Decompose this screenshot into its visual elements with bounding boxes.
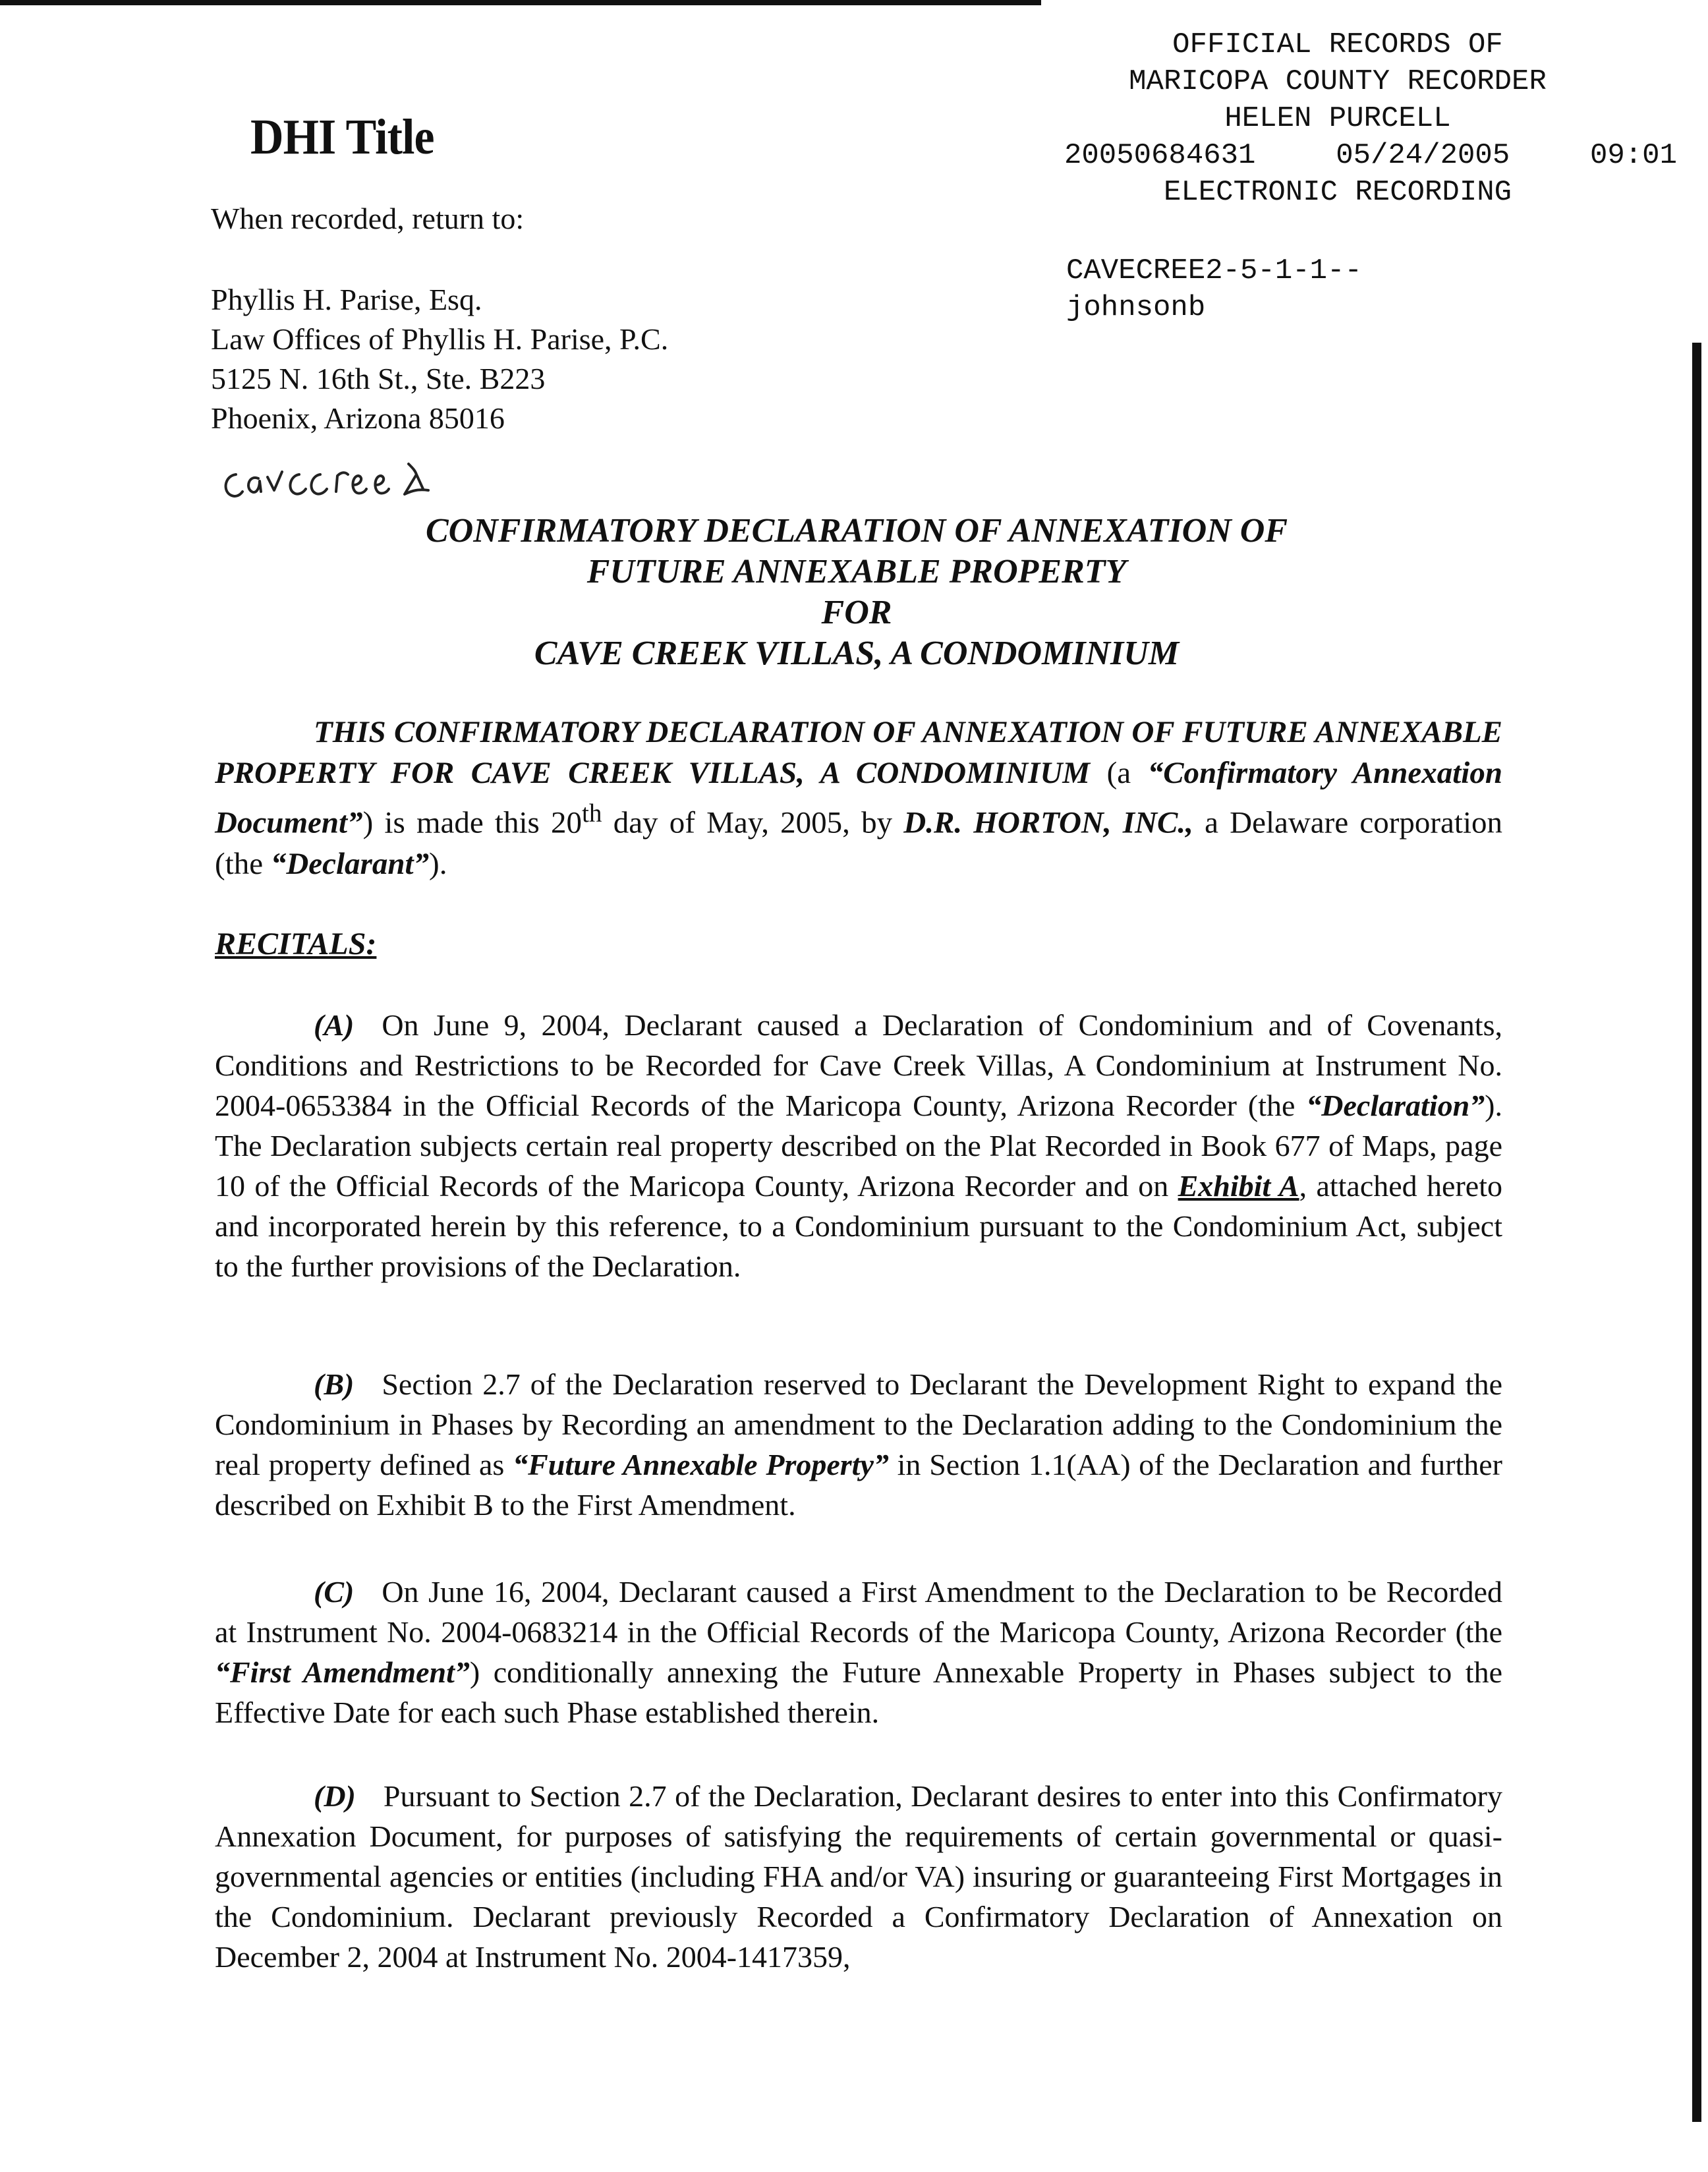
recital-d-label: (D) [314, 1779, 356, 1813]
handwritten-note [217, 448, 441, 504]
recitals-heading: RECITALS: [215, 927, 377, 961]
recital-a [215, 1005, 1502, 1286]
title-line-1: CONFIRMATORY DECLARATION OF ANNEXATION OF [425, 512, 1288, 550]
recital-a-text-1: On June 9, 2004, Declarant caused a Declaration of Condominium and of Covenants, Conditions and Restrictions to be Recorded for Cave Creek Villas, A Condominium at Instrument No. 2004-0653384 in the Official Records of the Maricopa County, Arizona Recorder (the [215, 1008, 1502, 1122]
stamp-line-county: MARICOPA COUNTY RECORDER [1129, 65, 1547, 98]
recital-d [215, 1776, 1502, 1977]
return-address [211, 280, 668, 438]
title-line-3: FOR [821, 594, 892, 631]
record-date: 05/24/2005 [1336, 139, 1510, 172]
reference-user: johnsonb [1066, 291, 1206, 324]
recital-c-label: (C) [314, 1575, 355, 1609]
scan-edge-bar [1692, 343, 1701, 2122]
intro-paragraph [215, 712, 1502, 884]
recital-a-term: “Declaration” [1306, 1089, 1485, 1122]
recital-b-label: (B) [314, 1367, 355, 1401]
intro-text-4: a Delaware corporation (the [215, 805, 1503, 881]
document-title [211, 511, 1502, 674]
intro-text-1: (a [1090, 756, 1148, 790]
intro-term-confirmatory: “Confirmatory Annexation Document” [215, 756, 1502, 840]
intro-ordinal-suffix: th [582, 799, 602, 828]
recital-b-text-1: Section 2.7 of the Declaration reserved to Declarant the Development Right to expand the Condominium in Phases by Recording an amendment to the Declaration adding to the Condominium the real property defined as [215, 1367, 1502, 1481]
recital-c [215, 1572, 1502, 1732]
reference-code: CAVECREE2-5-1-1-- [1066, 254, 1362, 287]
document-number: 20050684631 [1064, 139, 1256, 172]
recital-a-exhibit: Exhibit A [1178, 1169, 1299, 1203]
recital-b-term: “Future Annexable Property” [513, 1448, 889, 1481]
stamp-line-official: OFFICIAL RECORDS OF [1172, 28, 1503, 61]
return-to-label: When recorded, return to: [211, 202, 525, 235]
recording-stamp [1028, 26, 1677, 211]
reference-block [1066, 252, 1362, 326]
recital-a-label: (A) [314, 1008, 355, 1042]
intro-text-2: ) is made this 20 [362, 805, 583, 840]
stamp-line-recorder: HELEN PURCELL [1224, 102, 1451, 135]
intro-text-5: ). [429, 846, 447, 881]
recital-c-term: “First Amendment” [215, 1655, 470, 1689]
recital-a-text-2: ). The Declaration subjects certain real property described on the Plat Recorded in Book 677 of Maps, page 10 of the Official Records of the Maricopa County, Arizona Recorder and on [215, 1089, 1502, 1203]
return-firm: Law Offices of Phyllis H. Parise, P.C. [211, 322, 669, 356]
title-line-2: FUTURE ANNEXABLE PROPERTY [586, 553, 1127, 590]
return-name: Phyllis H. Parise, Esq. [211, 283, 482, 316]
title-line-4: CAVE CREEK VILLAS, A CONDOMINIUM [534, 635, 1180, 672]
intro-term-declarant: “Declarant” [270, 846, 430, 881]
recital-c-text-1: On June 16, 2004, Declarant caused a First Amendment to the Declaration to be Recorded at Instrument No. 2004-0683214 in the Official Records of the Maricopa County, Arizona Recorder (the [215, 1575, 1502, 1649]
recital-d-text-1: Pursuant to Section 2.7 of the Declaration, Declarant desires to enter into this Confirmatory Annexation Document, for purposes of satisfying the requirements of certain governmental or quasi-governmental agencies or entities (including FHA and/or VA) insuring or guaranteeing First Mortgages in the Condominium. Declarant previously Recorded a Confirmatory Declaration of Annexation on December 2, 2004 at Instrument No. 2004-1417359, [215, 1779, 1502, 1974]
record-time: 09:01 [1589, 139, 1677, 172]
return-street: 5125 N. 16th St., Ste. B223 [211, 362, 546, 395]
dhi-title-logo: DHI Title [250, 109, 434, 165]
intro-party: D.R. HORTON, INC., [903, 805, 1193, 840]
top-border-line [0, 0, 1041, 5]
recital-b-text-2: in Section 1.1(AA) of the Declaration and further described on Exhibit B to the First Amendment. [215, 1448, 1503, 1522]
return-city: Phoenix, Arizona 85016 [211, 401, 505, 435]
intro-text-3: day of May, 2005, by [602, 805, 904, 840]
intro-bold-title: THIS CONFIRMATORY DECLARATION OF ANNEXATION OF FUTURE ANNEXABLE PROPERTY FOR CAVE CREEK VILLAS, A CONDOMINIUM [215, 715, 1502, 790]
recital-c-text-2: ) conditionally annexing the Future Annexable Property in Phases subject to the Effective Date for each such Phase established therein. [215, 1655, 1502, 1729]
recital-a-text-3: , attached hereto and incorporated herein by this reference, to a Condominium pursuant to the Condominium Act, subject to the further provisions of the Declaration. [215, 1169, 1502, 1283]
recital-b [215, 1364, 1502, 1525]
stamp-record-id-row [1064, 137, 1677, 174]
stamp-line-electronic: ELECTRONIC RECORDING [1163, 176, 1512, 209]
